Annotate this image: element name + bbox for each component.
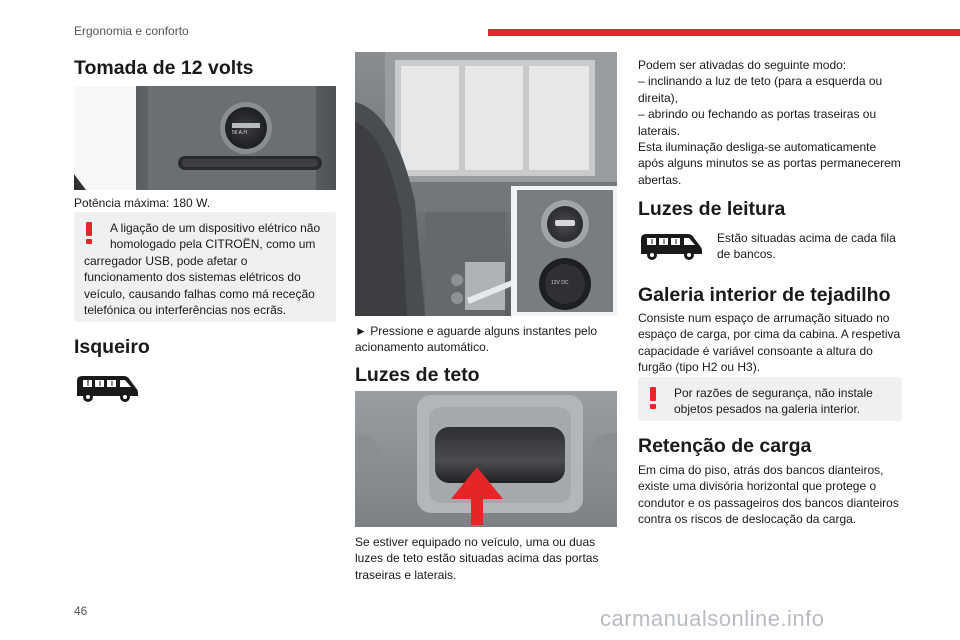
ceiling-light-photo-art: [355, 391, 617, 527]
rack-warning-text: Por razões de segurança, não instale objetos pesados na galeria interior.: [674, 386, 873, 417]
rack-text: Consiste num espaço de arrumação situado no espaço de carga, por cima da cabina. A respetiva capacidade é variável consoante a altura do furgão (tipo H2 ou H3).: [638, 311, 901, 375]
lighter-photo-art: [355, 52, 617, 316]
van-icon: [638, 230, 704, 267]
cargo-heading: Retenção de carga: [638, 435, 812, 457]
reading-text: Estão situadas acima de cada fila de bancos.: [717, 231, 896, 262]
lighter-photo: [355, 52, 617, 316]
warning-exclamation-icon: [84, 222, 106, 244]
socket-warning-text: A ligação de um dispositivo elétrico não homologado pela CITROËN, como um carregador USB, pode afetar o funcionamento dos sistemas elétricos do veículo, causando falhas como má receção telefónica ou interferências nos ecrãs.: [84, 221, 321, 318]
activation-intro: Podem ser ativadas do seguinte modo:: [638, 58, 847, 72]
socket-photo-art: [74, 86, 336, 190]
section-title: Ergonomia e conforto: [74, 24, 189, 38]
rack-heading: Galeria interior de tejadilho: [638, 284, 891, 306]
watermark: carmanualsonline.info: [600, 606, 825, 631]
activation-block: [638, 57, 902, 188]
lighter-photo-label: 12V DC: [551, 280, 569, 286]
lighter-heading: Isqueiro: [74, 336, 150, 358]
activation-note: Esta iluminação desliga-se automaticamente após alguns minutos se as portas permanecerem abertas.: [638, 140, 901, 187]
header-accent-bar: [488, 29, 960, 36]
ceiling-light-photo: [355, 391, 617, 527]
ceiling-heading: Luzes de teto: [355, 364, 480, 386]
activation-item-doors: – abrindo ou fechando as portas traseiras ou laterais.: [638, 107, 877, 138]
rack-warning-box: [638, 377, 902, 421]
socket-photo-label: 56 A.H: [232, 130, 248, 136]
reading-heading: Luzes de leitura: [638, 198, 786, 220]
lighter-instruction: ► Pressione e aguarde alguns instantes pelo acionamento automático.: [355, 324, 598, 355]
max-power-text: Potência máxima: 180 W.: [74, 196, 211, 210]
ceiling-text: Se estiver equipado no veículo, uma ou duas luzes de teto estão situadas acima das portas traseiras e laterais.: [355, 535, 599, 582]
activation-item-tilt: – inclinando a luz de teto (para a esquerda ou direita),: [638, 74, 883, 105]
page-number: 46: [74, 604, 88, 618]
socket-warning-box: [74, 212, 336, 322]
warning-exclamation-icon: [648, 387, 670, 409]
cargo-text: Em cima do piso, atrás dos bancos dianteiros, existe uma divisória horizontal que protege o condutor e os passageiros dos bancos dianteiros contra os riscos de deslocação da carga.: [638, 463, 899, 527]
socket-heading: Tomada de 12 volts: [74, 57, 254, 79]
van-icon: [74, 372, 140, 409]
socket-photo: [74, 86, 336, 190]
